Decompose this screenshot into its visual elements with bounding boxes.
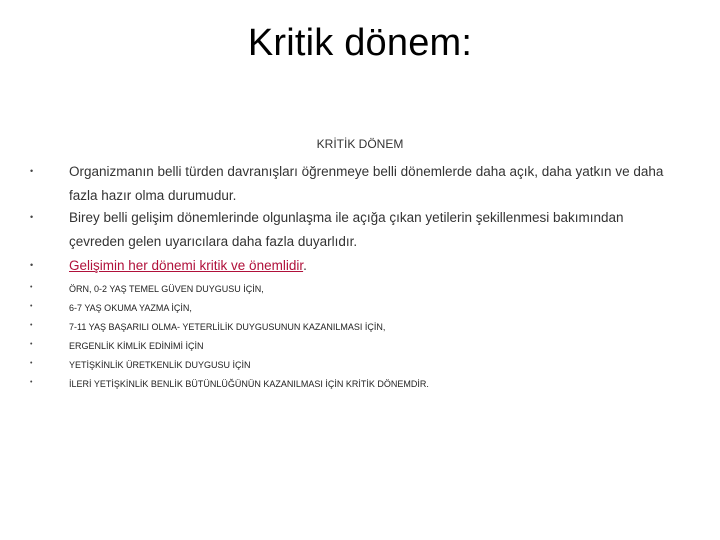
bullet-icon: • bbox=[30, 322, 33, 329]
example-text-4: ERGENLİK KİMLİK EDİNİMİ İÇİN bbox=[69, 341, 204, 351]
bullet-icon: • bbox=[30, 166, 34, 176]
definition-text-1: Organizmanın belli türden davranışları öğrenmeye belli dönemlerde daha açık, daha yatkın ve daha fazla hazır olma durumudur. bbox=[69, 164, 664, 203]
bullet-icon: • bbox=[30, 303, 33, 310]
bullet-icon: • bbox=[30, 379, 33, 386]
bullet-icon: • bbox=[30, 260, 34, 270]
highlight-line bbox=[69, 254, 669, 278]
example-text-3: 7-11 YAŞ BAŞARILI OLMA- YETERLİLİK DUYGUSUNUN KAZANILMASI İÇİN, bbox=[69, 322, 386, 332]
bullet-icon: • bbox=[30, 284, 33, 291]
highlight-tail: . bbox=[303, 258, 307, 273]
example-text-2: 6-7 YAŞ OKUMA YAZMA İÇİN, bbox=[69, 303, 192, 313]
slide-title: Kritik dönem: bbox=[247, 22, 473, 64]
bullet-icon: • bbox=[30, 341, 33, 348]
example-text-1: ÖRN, 0-2 YAŞ TEMEL GÜVEN DUYGUSU İÇİN, bbox=[69, 284, 264, 294]
slide-subtitle: KRİTİK DÖNEM bbox=[316, 137, 404, 151]
bullet-icon: • bbox=[30, 212, 34, 222]
bullet-icon: • bbox=[30, 360, 33, 367]
example-text-5: YETİŞKİNLİK ÜRETKENLİK DUYGUSU İÇİN bbox=[69, 360, 251, 370]
definition-text-2: Birey belli gelişim dönemlerinde olgunlaşma ile açığa çıkan yetilerin şekillenmesi bakımından çevreden gelen uyarıcılara daha fazla duyarlıdır. bbox=[69, 210, 624, 249]
highlight-text: Gelişimin her dönemi kritik ve önemlidir bbox=[69, 258, 304, 273]
example-text-6: İLERİ YETİŞKİNLİK BENLİK BÜTÜNLÜĞÜNÜN KAZANILMASI İÇİN KRİTİK DÖNEMDİR. bbox=[69, 379, 429, 389]
